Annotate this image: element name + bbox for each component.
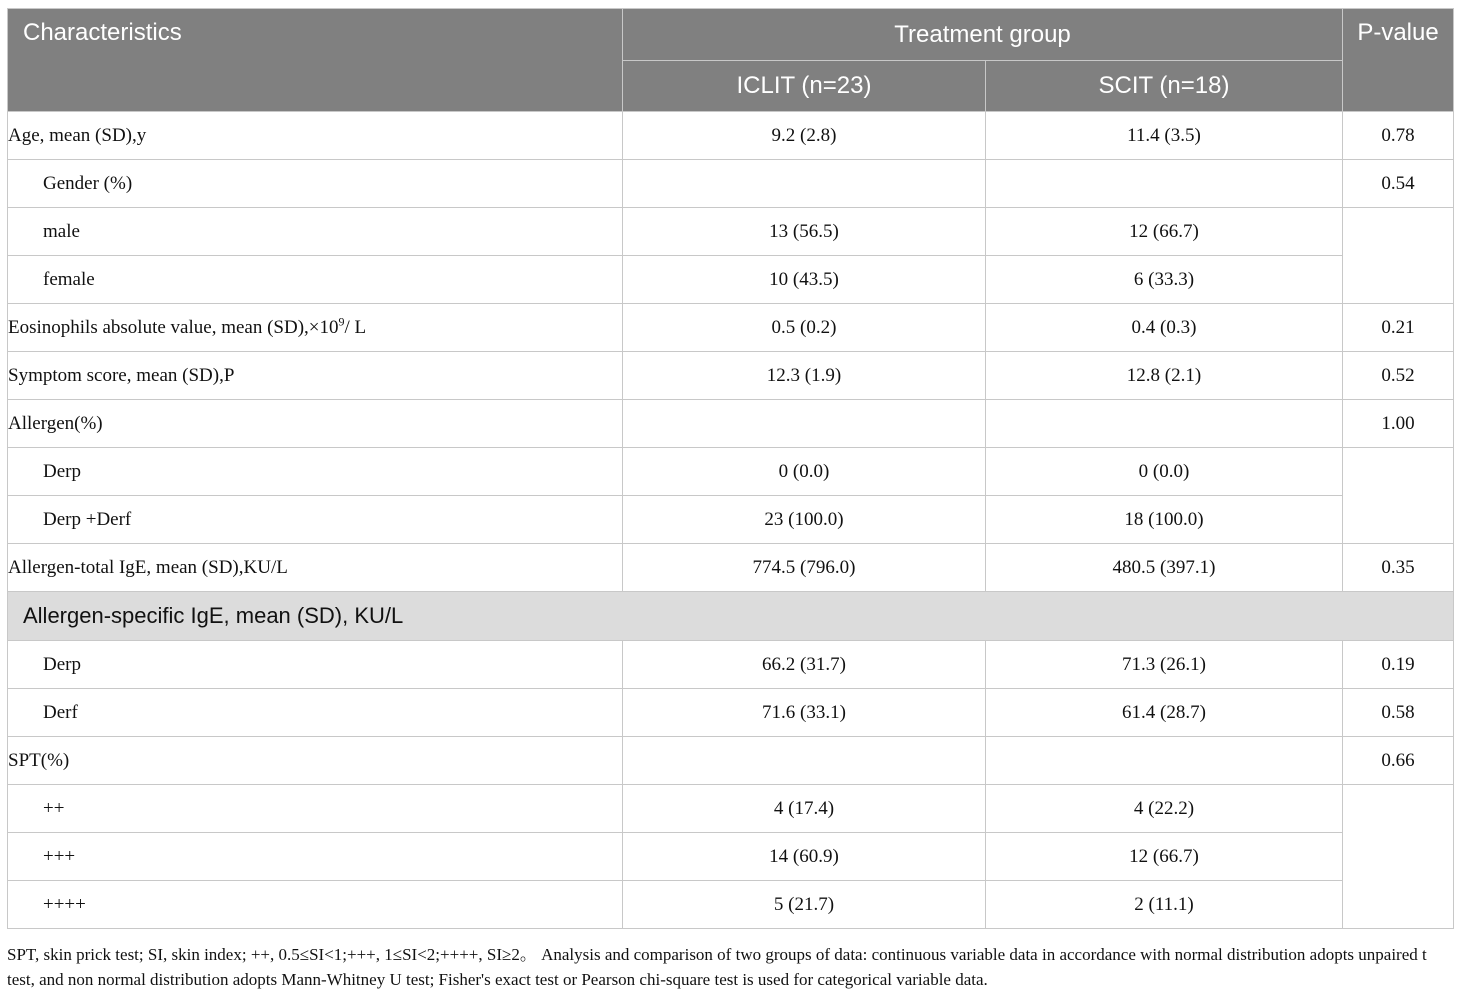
- iclit-cell: 9.2 (2.8): [623, 112, 986, 160]
- table-row-spt-pppp: [8, 881, 1454, 929]
- table-row-derp-derf: [8, 496, 1454, 544]
- scit-cell: [986, 160, 1343, 208]
- pvalue-cell: 0.66: [1343, 737, 1454, 785]
- table-row-spt-ppp: [8, 833, 1454, 881]
- iclit-cell: [623, 400, 986, 448]
- row-label: SPT(%): [8, 737, 623, 785]
- scit-cell: 4 (22.2): [986, 785, 1343, 833]
- iclit-cell: 5 (21.7): [623, 881, 986, 929]
- row-label: Derp +Derf: [8, 496, 623, 544]
- header-iclit: ICLIT (n=23): [623, 61, 986, 112]
- pvalue-cell: 0.52: [1343, 352, 1454, 400]
- table-row-derp: [8, 448, 1454, 496]
- iclit-cell: [623, 737, 986, 785]
- eos-label-exponent: 9: [338, 314, 345, 329]
- iclit-cell: 12.3 (1.9): [623, 352, 986, 400]
- row-label: [8, 304, 623, 352]
- table-row-spt: [8, 737, 1454, 785]
- row-label: Derf: [8, 689, 623, 737]
- row-label: +++: [8, 833, 623, 881]
- characteristics-table: [7, 8, 1454, 929]
- row-label: ++++: [8, 881, 623, 929]
- scit-cell: 71.3 (26.1): [986, 641, 1343, 689]
- scit-cell: 0.4 (0.3): [986, 304, 1343, 352]
- iclit-cell: 10 (43.5): [623, 256, 986, 304]
- scit-cell: 480.5 (397.1): [986, 544, 1343, 592]
- row-label: Derp: [8, 448, 623, 496]
- scit-cell: [986, 737, 1343, 785]
- table-row-allergen: [8, 400, 1454, 448]
- pvalue-cell-empty: [1343, 208, 1454, 304]
- iclit-cell: 13 (56.5): [623, 208, 986, 256]
- pvalue-cell: 0.21: [1343, 304, 1454, 352]
- scit-cell: 2 (11.1): [986, 881, 1343, 929]
- table-row-spt-pp: [8, 785, 1454, 833]
- iclit-cell: [623, 160, 986, 208]
- pvalue-cell: 0.54: [1343, 160, 1454, 208]
- table-row-specific-derf: [8, 689, 1454, 737]
- iclit-cell: 23 (100.0): [623, 496, 986, 544]
- table-row-female: [8, 256, 1454, 304]
- scit-cell: 11.4 (3.5): [986, 112, 1343, 160]
- row-label: Gender (%): [8, 160, 623, 208]
- pvalue-cell: 0.35: [1343, 544, 1454, 592]
- section-row-specific-ige: [8, 592, 1454, 641]
- header-row-1: [8, 9, 1454, 61]
- iclit-cell: 0.5 (0.2): [623, 304, 986, 352]
- iclit-cell: 774.5 (796.0): [623, 544, 986, 592]
- scit-cell: 0 (0.0): [986, 448, 1343, 496]
- header-treatment-group: Treatment group: [623, 9, 1343, 61]
- table-row-specific-derp: [8, 641, 1454, 689]
- scit-cell: 61.4 (28.7): [986, 689, 1343, 737]
- eos-label-unit: / L: [344, 316, 367, 338]
- scit-cell: 12 (66.7): [986, 833, 1343, 881]
- scit-cell: 12.8 (2.1): [986, 352, 1343, 400]
- pvalue-cell: 0.19: [1343, 641, 1454, 689]
- pvalue-cell: 1.00: [1343, 400, 1454, 448]
- section-title: Allergen-specific IgE, mean (SD), KU/L: [8, 592, 1454, 641]
- row-label: Age, mean (SD),y: [8, 112, 623, 160]
- table-row-symptom: [8, 352, 1454, 400]
- table-row-male: [8, 208, 1454, 256]
- iclit-cell: 71.6 (33.1): [623, 689, 986, 737]
- table-row-total-ige: [8, 544, 1454, 592]
- iclit-cell: 0 (0.0): [623, 448, 986, 496]
- pvalue-cell-empty: [1343, 448, 1454, 544]
- eos-label-main: Eosinophils absolute value, mean (SD),×10: [8, 316, 339, 338]
- header-characteristics: Characteristics: [8, 9, 623, 112]
- iclit-cell: 14 (60.9): [623, 833, 986, 881]
- scit-cell: 12 (66.7): [986, 208, 1343, 256]
- pvalue-cell-empty: [1343, 785, 1454, 929]
- scit-cell: 6 (33.3): [986, 256, 1343, 304]
- pvalue-cell: 0.58: [1343, 689, 1454, 737]
- row-label: Allergen-total IgE, mean (SD),KU/L: [8, 544, 623, 592]
- table-row-eosinophils: [8, 304, 1454, 352]
- header-scit: SCIT (n=18): [986, 61, 1343, 112]
- iclit-cell: 66.2 (31.7): [623, 641, 986, 689]
- row-label: male: [8, 208, 623, 256]
- iclit-cell: 4 (17.4): [623, 785, 986, 833]
- row-label: Symptom score, mean (SD),P: [8, 352, 623, 400]
- header-pvalue: P-value: [1343, 9, 1454, 112]
- scit-cell: [986, 400, 1343, 448]
- row-label: Allergen(%): [8, 400, 623, 448]
- table-footnote: SPT, skin prick test; SI, skin index; ++, 0.5≤SI<1;+++, 1≤SI<2;++++, SI≥2。 Analysis and comparison of two groups of data: continuous variable data in accordance with normal distribution adopts unpaired t test, and non normal distribution adopts Mann-Whitney U test; Fisher's exact test or Pearson chi-square test is used for categorical variable data.: [7, 945, 1427, 989]
- row-label: ++: [8, 785, 623, 833]
- pvalue-cell: 0.78: [1343, 112, 1454, 160]
- scit-cell: 18 (100.0): [986, 496, 1343, 544]
- table-row-gender: [8, 160, 1454, 208]
- row-label: Derp: [8, 641, 623, 689]
- row-label: female: [8, 256, 623, 304]
- table-row-age: [8, 112, 1454, 160]
